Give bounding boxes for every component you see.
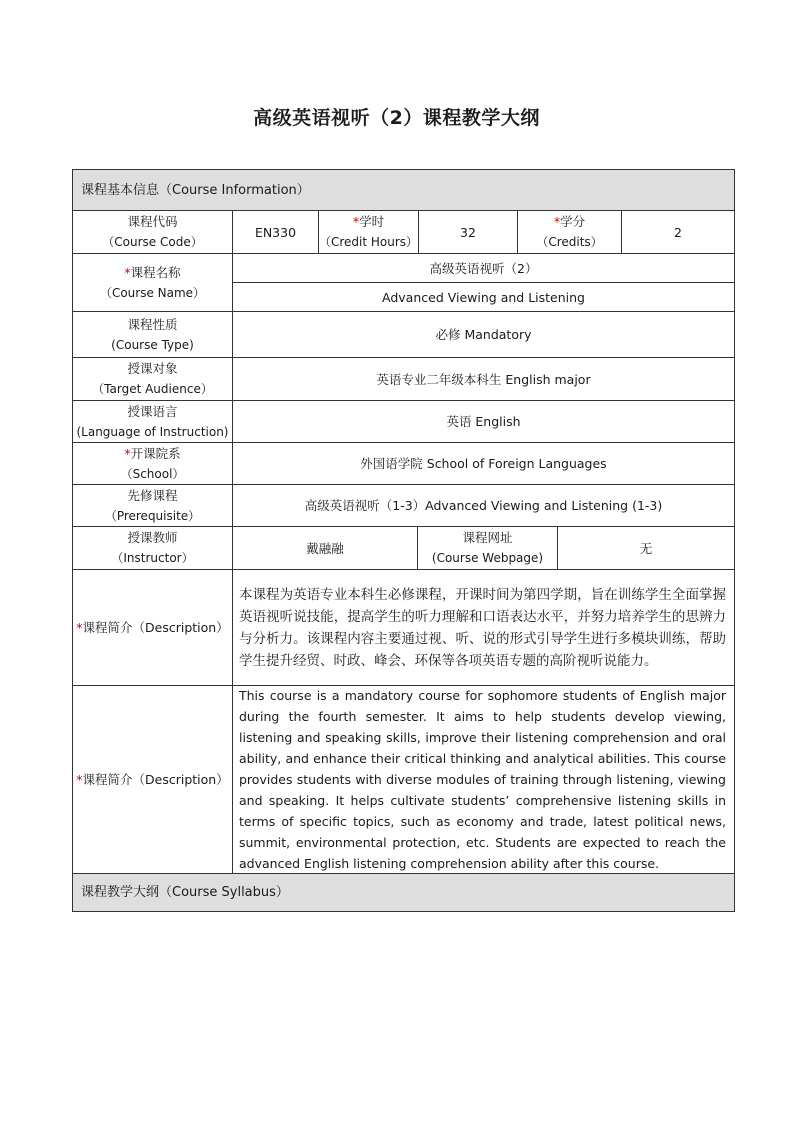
credit-hours-label-en: （Credit Hours） (319, 235, 419, 249)
language-label-en: (Language of Instruction) (76, 424, 229, 439)
section-course-syllabus: 课程教学大纲（Course Syllabus） (73, 874, 735, 912)
school-label (73, 443, 233, 485)
course-name-label-en: （Course Name） (99, 285, 206, 300)
instructor-label (73, 527, 233, 570)
description-label: *课程简介（Description） (76, 620, 229, 635)
language-value: 英语 English (233, 401, 735, 443)
webpage-label-cn: 课程网址 (462, 530, 513, 545)
course-code-value: EN330 (233, 211, 319, 254)
description-label: *课程简介（Description） (76, 772, 229, 787)
language-label-cn: 授课语言 (127, 403, 178, 419)
school-value: 外国语学院 School of Foreign Languages (233, 443, 735, 485)
course-code-label (73, 211, 233, 254)
prerequisite-label-cn: 先修课程 (127, 487, 178, 503)
credits-label-en: （Credits） (536, 235, 603, 249)
prerequisite-label-en: （Prerequisite） (104, 508, 201, 523)
school-label-cn: *开课院系 (124, 445, 181, 461)
course-type-label-en: (Course Type) (111, 337, 194, 352)
target-audience-label-en: （Target Audience） (92, 382, 213, 396)
course-name-en: Advanced Viewing and Listening (233, 282, 734, 311)
prerequisite-value: 高级英语视听（1-3）Advanced Viewing and Listening (1-3) (233, 485, 735, 527)
instructor-value: 戴融融 (233, 527, 418, 570)
credits-value: 2 (622, 211, 735, 254)
webpage-value: 无 (558, 527, 735, 570)
instructor-label-cn: 授课教师 (127, 530, 178, 545)
credit-hours-label (319, 211, 419, 254)
credit-hours-value: 32 (419, 211, 518, 254)
course-name-label-cn: *课程名称 (124, 264, 181, 280)
course-info-table (72, 169, 735, 912)
webpage-label (418, 527, 558, 570)
course-name-label (73, 254, 233, 312)
section-course-information: 课程基本信息（Course Information） (73, 170, 735, 211)
course-type-value: 必修 Mandatory (233, 312, 735, 358)
course-name-cn: 高级英语视听（2） (429, 260, 538, 276)
course-code-label-en: （Course Code） (102, 235, 203, 249)
description-label-en-row (73, 686, 233, 874)
credits-label (518, 211, 622, 254)
school-label-en: （School） (120, 466, 185, 481)
prerequisite-label (73, 485, 233, 527)
webpage-label-en: (Course Webpage) (431, 551, 544, 565)
course-type-label-cn: 课程性质 (127, 316, 178, 332)
document-title: 高级英语视听（2）课程教学大纲 (253, 107, 540, 129)
target-audience-value: 英语专业二年级本科生 English major (233, 358, 735, 401)
language-label (73, 401, 233, 443)
description-text-en: This course is a mandatory course for sophomore students of English major during the fourth semester. It aims to help students develop viewing, listening and speaking skills, improve their listening comprehension and oral ability, and enhance their critical thinking and analytical abilities. This course provides students with diverse modules of training through listening, viewing and speaking. It helps cultivate students’ comprehensive listening skills in terms of specific topics, such as economy and trade, latest political news, summit, environmental protection, etc. Students are expected to reach the advanced English listening comprehension ability after this course. (233, 686, 735, 874)
credit-hours-label-cn: *学时 (352, 214, 385, 229)
instructor-label-en: （Instructor） (111, 551, 194, 565)
description-text-cn: 本课程为英语专业本科生必修课程，开课时间为第四学期，旨在训练学生全面掌握英语视听说技能，提高学生的听力理解和口语表达水平，并努力培养学生的思辨力与分析力。该课程内容主要通过视、听、说的形式引导学生进行多模块训练，帮助学生提升经贸、时政、峰会、环保等各项英语专题的高阶视听说能力。 (233, 570, 735, 686)
description-label-cn-row (73, 570, 233, 686)
target-audience-label (73, 358, 233, 401)
course-name-values (233, 254, 735, 312)
course-type-label (73, 312, 233, 358)
course-code-label-cn: 课程代码 (127, 214, 178, 229)
credits-label-cn: *学分 (553, 214, 586, 229)
target-audience-label-cn: 授课对象 (127, 361, 178, 376)
